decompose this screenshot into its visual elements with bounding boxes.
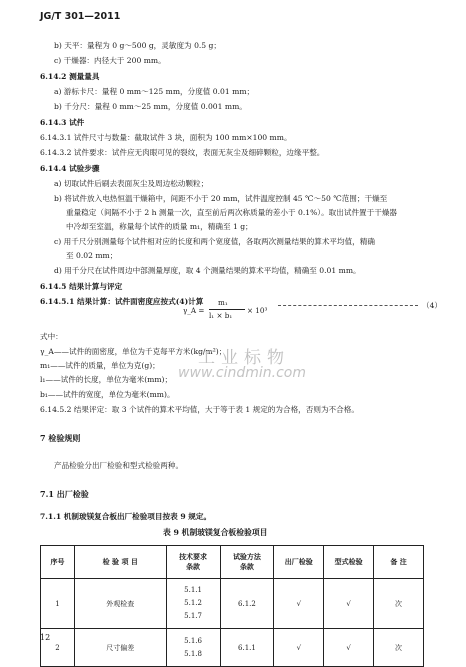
requirement-clause: 5.1.7 xyxy=(184,612,202,620)
inspection-table xyxy=(40,545,424,667)
symbol-definition: m₁——试件的质量，单位为克(g)； xyxy=(40,361,160,370)
requirement-clause: 5.1.6 xyxy=(184,636,202,645)
row-note: 次 xyxy=(374,629,424,667)
symbol-definition: l₁——试件的长度，单位为毫米(mm)； xyxy=(40,375,173,384)
col-header: 检 验 项 目 xyxy=(74,546,166,579)
requirement-clause: 5.1.1 xyxy=(184,586,202,594)
col-header: 备 注 xyxy=(374,546,424,579)
col-header: 出厂检验 xyxy=(274,546,324,579)
watermark-url: www.cindmin.com xyxy=(178,365,307,381)
text-line: 产品检验分出厂检验和型式检验两种。 xyxy=(54,461,184,470)
text-line: 式中： xyxy=(40,332,63,341)
col-header: 型式检验 xyxy=(324,546,374,579)
row-factory-check: √ xyxy=(274,579,324,629)
formula-denominator: l₁ × b₁ xyxy=(209,311,233,320)
text-line: c) 干燥器：内径大于 200 mm。 xyxy=(54,56,166,65)
row-type-check: √ xyxy=(324,579,374,629)
section-heading: 6.14.2 测量量具 xyxy=(40,72,100,81)
col-header: 试验方法 条款 xyxy=(220,546,274,579)
text-line: b) 将试件放入电热恒温干燥箱中，间距不小于 20 mm，试件温度控制 45 ℃～50 ℃范围；干燥至 xyxy=(54,194,388,203)
text-line: 7.1.1 机制玻镁复合板出厂检验项目按表 9 规定。 xyxy=(40,512,212,521)
symbol-definition: γ_A——试件的面密度，单位为千克每平方米(kg/m²)； xyxy=(40,347,227,356)
fraction-bar xyxy=(209,309,245,310)
text-line: a) 切取试件后刷去表面灰尘及周边松动颗粒； xyxy=(54,179,209,188)
section-heading: 6.14.5 结果计算与评定 xyxy=(40,282,123,291)
row-number: 2 xyxy=(41,629,75,667)
section-heading: 6.14.4 试验步骤 xyxy=(40,164,100,173)
table-row xyxy=(41,579,424,629)
row-type-check: √ xyxy=(324,629,374,667)
text-line: 6.14.5.2 结果评定：取 3 个试件的算术平均值，大于等于表 1 规定的为合格，否则为不合格。 xyxy=(40,405,359,414)
section-heading: 6.14.3 试件 xyxy=(40,118,85,127)
text-line: 至 0.02 mm； xyxy=(66,251,118,260)
section-heading: 7 检验规则 xyxy=(40,433,81,443)
row-number: 1 xyxy=(41,579,75,629)
symbol-definition: b₁——试件的宽度，单位为毫米(mm)。 xyxy=(40,390,175,399)
table-header-row xyxy=(41,546,424,579)
text-line: 重量稳定（间隔不小于 2 h 测量一次，直至前后两次称质量的差小于 0.1%）。取出试件置于干燥器 xyxy=(66,208,398,217)
col-header: 技术要求 条款 xyxy=(166,546,220,579)
watermark-logo: 工业标物 xyxy=(198,348,290,368)
col-header: 序号 xyxy=(41,546,75,579)
row-factory-check: √ xyxy=(274,629,324,667)
text-line: 6.14.3.2 试件要求：试件应无肉眼可见的裂纹，表面无灰尘及细碎颗粒，边缘平整。 xyxy=(40,148,325,157)
text-line: b) 天平：量程为 0 g～500 g，灵敏度为 0.5 g； xyxy=(54,41,222,50)
row-method: 6.1.1 xyxy=(220,629,274,667)
text-line: b) 千分尺：量程 0 mm～25 mm，分度值 0.001 mm。 xyxy=(54,102,247,111)
text-line: c) 用千尺分别测量每个试件相对应的长度和两个宽度值，各取两次测量结果的算术平均值，精确 xyxy=(54,237,375,246)
table-caption: 表 9 机制玻镁复合板检验项目 xyxy=(163,528,268,537)
requirement-clause: 5.1.2 xyxy=(184,599,202,607)
text-line: d) 用千分尺在试件周边中部测量厚度，取 4 个测量结果的算术平均值，精确至 0.01 mm。 xyxy=(54,266,361,275)
text-line: a) 游标卡尺：量程 0 mm～125 mm，分度值 0.01 mm； xyxy=(54,87,255,96)
row-item: 尺寸偏差 xyxy=(74,629,166,667)
section-heading: 7.1 出厂检验 xyxy=(40,489,89,499)
requirement-clause: 5.1.8 xyxy=(184,649,202,658)
row-requirement xyxy=(166,579,220,629)
row-item: 外观检查 xyxy=(74,579,166,629)
text-line: 中冷却至室温，称量每个试件的质量 m₁，精确至 1 g； xyxy=(66,222,253,231)
formula-multiplier: × 10³ xyxy=(247,306,268,315)
standard-header: JG/T 301—2011 xyxy=(40,11,121,22)
text-line: 6.14.5.1 结果计算：试件面密度应按式(4)计算 xyxy=(40,297,204,306)
text-line: 6.14.3.1 试件尺寸与数量：截取试件 3 块，面积为 100 mm×100 mm。 xyxy=(40,133,292,142)
equation-leader xyxy=(278,305,418,306)
formula-lhs: γ_A = xyxy=(183,306,205,315)
density-formula xyxy=(183,298,275,324)
row-method: 6.1.2 xyxy=(220,579,274,629)
page-number: 12 xyxy=(40,633,51,642)
row-note: 次 xyxy=(374,579,424,629)
formula-numerator: m₁ xyxy=(218,298,228,307)
equation-number: （4） xyxy=(422,301,443,310)
